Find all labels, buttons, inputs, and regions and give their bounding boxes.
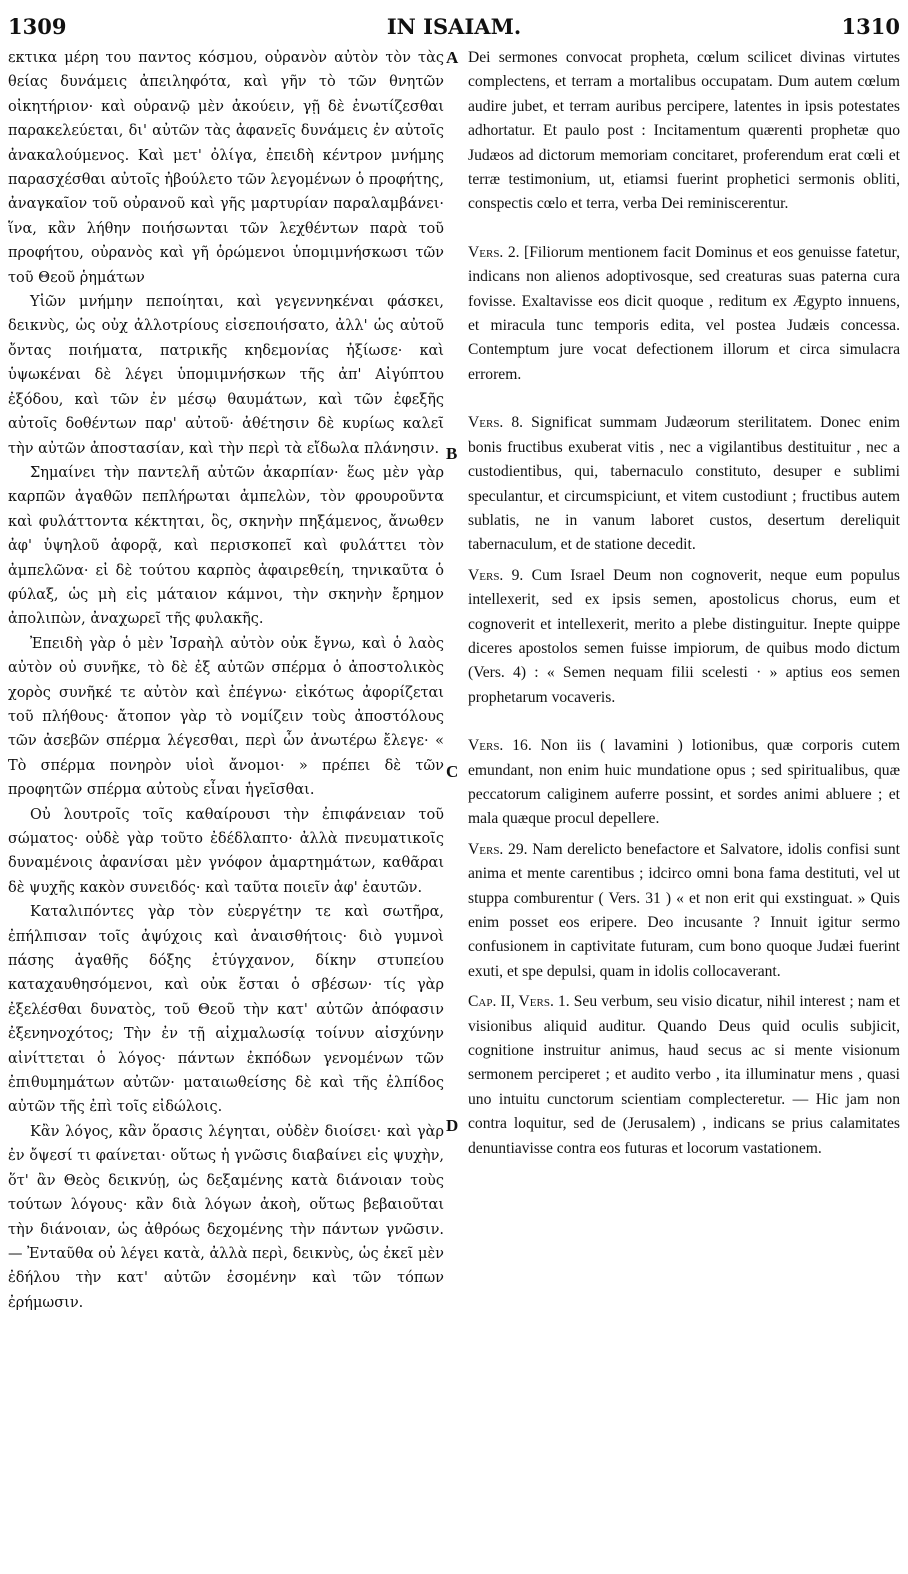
latin-text: Nam derelicto benefactore et Salvatore, idolis confisi sunt anima et mente carentibus ; idcirco omni bona fama destituti, vel ut stuppa comburentur ( Vers. 31 ) « et non erit qui exstinguat. » Quis enim posset eos eripere. Deo incusante ? Innuit igitur sermo confusionem in captivitate futuram, cum bono quoque Judæi fuerint exuti, et spe depulsi, quam in idolis collocaverant. — [468, 840, 900, 980]
greek-paragraph: Ἐπειδὴ γὰρ ὁ μὲν Ἰσραὴλ αὐτὸν οὐκ ἔγνω, καὶ ὁ λαὸς αὐτὸν οὐ συνῆκε, τὸ δὲ ἐξ αὐτῶν σπέρμα ὁ ἀποστολικὸς χορὸς συνῆκέ τε αὐτὸν καὶ ἐπέγνω· εἰκότως ἀφορίζεται τοῦ πλήθους· ἄτοπον γὰρ τὸ νομίζειν τοὺς ἀποστόλους τῶν ἀσεβῶν σπέρμα λέγεσθαι, περὶ ὧν ἀνωτέρω ἔλεγε· « Τὸ σπέρμα πονηρὸν υἱοὶ ἄνομοι· » πρέπει δὲ τῶν προφητῶν σπέρμα αὐτοὺς εἶναι ἡγεῖσθαι. — [8, 635, 444, 799]
greek-paragraph: Οὐ λουτροῖς τοῖς καθαίρουσι τὴν ἐπιφάνειαν τοῦ σώματος· οὐδὲ γὰρ τοῦτο ἐδέδλαπτο· ἀλλὰ πνευματικοῖς δυναμένοις ἀφανίσαι μὲν γνόφον ἁμαρτημάτων, καθᾶραι δὲ ψυχῆς κακὸν συνειδός· καὶ ταῦτα ποιεῖν ἀφ' ἑαυτῶν. — [8, 806, 444, 896]
latin-text: Non iis ( lavamini ) lotionibus, quæ corporis cutem emundant, non enim huic mundatione opus ; sed spiritualibus, quæ peccatorum caliginem auferre possint, et sordes animi abluere ; et mala quæque procul depellere. — [468, 737, 900, 828]
latin-paragraph — [468, 241, 900, 387]
latin-paragraph — [468, 46, 900, 217]
running-header — [8, 14, 900, 44]
left-page-number: 1309 — [8, 14, 67, 39]
greek-paragraph: Καταλιπόντες γὰρ τὸν εὐεργέτην τε καὶ σωτῆρα, ἐπήλπισαν τοῖς ἀψύχοις καὶ ἀναισθήτοις· διὸ γυμνοὶ πάσης ἀγαθῆς δόξης ἐτύγχανον, δίκην στυπείου καταχαυθησόμενοι, καὶ οὐκ ἔσται ὁ σβέσων· τίς γὰρ ἐξελέσθαι δυνατὸς, τοῦ Θεοῦ τὴν κατ' αὐτῶν ἀπόφασιν ἐξενηνοχότος; Τὴν ἐν τῇ αἰχμαλωσίᾳ τοίνυν αἰσχύνην αἰνίττεται ὁ λόγος· πάντων ἐκπόδων γενομένων τῶν ἐπιθυμημάτων αὐτῶν· ματαιωθείσης δὲ καὶ τῆς ἐλπίδος αὐτῶν τῆς ἐπὶ τοῖς εἰδώλοις. — [8, 904, 444, 1116]
latin-text: Significat summam Judæorum sterilitatem. Donec enim bonis fructibus exuberat vitis , nec a vigilantibus destituitur , nec a custodientibus, qui, tabernaculo constituto, desuper e sublimi speculantur, et circumspiciunt, et vitem custodiunt ; fructibus autem sublatis, ne in vanum laboret custos, desertum dereliquit tabernaculum, et de statione decedit. — [468, 414, 901, 554]
greek-paragraph: Υἱῶν μνήμην πεποίηται, καὶ γεγεννηκέναι φάσκει, δεικνὺς, ὡς οὐχ ἀλλοτρίους εἰσεποιήσατο, ἀλλ' ὡς αὐτοῦ ὄντας ποιήματα, πατρικῆς κηδεμονίας ἠξίωσε· καὶ ὑψωκέναι δὲ λέγει ὑπομιμνήσκων τῆς ἀπ' Αἰγύπτου ἐξόδου, καὶ τῶν ἐν μέσῳ θαυμάτων, καὶ τῶν ἐφεξῆς αὐτοῖς δοθέντων παρ' αὐτοῦ· ἀθέτησιν δὲ κυρίως καλεῖ τὴν αὐτῶν ἀποστασίαν, καὶ τὴν περὶ τὰ εἴδωλα πλάνησιν. — [8, 294, 444, 457]
latin-paragraph — [468, 990, 900, 1161]
verse-ref: Vers. 16. — [468, 737, 532, 755]
margin-marker-c: C — [446, 762, 459, 781]
latin-paragraph — [468, 838, 900, 984]
verse-ref: Vers. 8. — [468, 414, 524, 432]
running-title: IN ISAIAM. — [386, 14, 522, 39]
verse-ref: Vers. 2. — [468, 243, 520, 261]
verse-ref: Vers. 9. — [468, 566, 524, 584]
margin-marker-a: A — [446, 48, 459, 67]
greek-column — [8, 46, 444, 1315]
latin-text: Seu verbum, seu visio dicatur, nihil interest ; nam et visionibus aliquid auditur. Quando Deus quid oculis subjicit, cognitione instruitur animus, haud secus ac si mente visionum sermonem perciperet ; et audito verbo , ita illuminatur mens , quasi uno intuitu cunctorum scientiam complecteretur. — Hic jam non contra loquitur, sed de (Jerusalem) , indicans se prius calamitates denuntiavisse contra eos futuras et locorum vastationem. — [468, 993, 900, 1157]
latin-paragraph — [468, 564, 900, 710]
margin-marker-d: D — [446, 1116, 459, 1135]
latin-column — [468, 46, 900, 1161]
latin-text: Dei sermones convocat propheta, cœlum scilicet divinas virtutes complectens, et terram a mortalibus occupatam. Dum autem cœlum audire jubet, et terram auribus percipere, latentes in ipsis potestates adhortatur. Et paulo post : Incitamentum quærenti prophetæ quo Judæos ad dictorum memoriam concitaret, proferendum erat cœli et terræ testimonium, ut, etiamsi fuerint prophetici sermonis obliti, conspectis cœlo et terra, verba Dei reminiscerentur. — [468, 49, 900, 213]
latin-paragraph — [468, 411, 900, 557]
latin-text: Cum Israel Deum non cognoverit, neque eum populus intellexerit, sed ex ipsis semen, apostolicus chorus, eum et cognoverit et intellexerit, merito a plebe distinguitur. Inepte quippe diceres apostolos semen fuisse impiorum, de quibus modo dictum (Vers. 4) : « Semen nequam filii scelesti · » aptius eos semen prophetarum vocaveris. — [468, 566, 901, 706]
greek-paragraph: Σημαίνει τὴν παντελῆ αὐτῶν ἀκαρπίαν· ἕως μὲν γὰρ καρπῶν ἀγαθῶν πεπλήρωται ἀμπελὼν, τὸν φρουροῦντα καὶ φυλάττοντα κέκτηται, ὃς, σκηνὴν πηξάμενος, ἄνωθεν ἀφ' ὑψηλοῦ ἀφορᾷ, καὶ περισκοπεῖ καὶ φυλάττει τὸν ἀμπελῶνα· εἰ δὲ τούτου καρπὸς ἀφαιρεθείη, τηνικαῦτα ὁ φύλαξ, ὡς μὴ εἰς μάταιον κάμνοι, τὴν σκηνὴν ἔρημον ἀπολιπὼν, ἀναχωρεῖ τῆς φυλακῆς. — [8, 464, 444, 628]
margin-marker-b: B — [446, 444, 458, 463]
right-page-number: 1310 — [841, 14, 900, 39]
greek-paragraph: Κἂν λόγος, κἂν ὅρασις λέγηται, οὐδὲν διοίσει· καὶ γὰρ ἐν ὄψεσί τι φαίνεται· οὕτως ἡ γνῶσις διαβαίνει εἰς ψυχὴν, ὅτ' ἂν Θεὸς δεικνύῃ, ὡς δεξαμένης κατὰ διάνοιαν τοὺς τούτων λόγους· κἂν διὰ λόγων ἀκοὴ, οὕτως βεβαιοῦται τὴν διάνοιαν, ὡς ἀθρόως δεχομένης τὴν πάντων γνῶσιν. — Ἐνταῦθα οὐ λέγει κατὰ, ἀλλὰ περὶ, δεικνὺς, ὡς ἐκεῖ μὲν ἐδήλου τὴν κατ' αὐτῶν ἐσομένην καὶ τῶν τόπων ἐρήμωσιν. — [8, 1123, 444, 1311]
verse-ref: Cap. II, Vers. 1. — [468, 993, 570, 1011]
latin-paragraph — [468, 734, 900, 832]
greek-paragraph: εκτικα μέρη του παντος κόσμου, οὐρανὸν αὐτὸν τὸν τὰς θείας δυνάμεις ἀπειληφότα, καὶ γῆν τὸ τῶν θνητῶν οἰκητήριον· καὶ οὐρανῷ μὲν ἀκούειν, γῇ δὲ ἐνωτίζεσθαι παρακελεύεται, δι' αὐτῶν τὰς ἀφανεῖς δυνάμεις ἐν αὐτοῖς ἀνακαλούμενος. Καὶ μετ' ὀλίγα, ἐπειδὴ κέντρον μνήμης παρασχέσθαι αὐτοῖς ἠβούλετο τῶν λεγομένων ὁ προφήτης, ἀναγκαῖον τοῦ οὐρανοῦ καὶ γῆς μαρτυρίαν παραλαμβάνει· ἵνα, κἂν λήθην ποιήσωνται τῶν λεχθέντων παρὰ τοῦ προφήτου, οὐρανὸς καὶ γῆ ὁρώμενοι ὑπομιμνήσκωσι τῶν τοῦ Θεοῦ ῥημάτων — [8, 50, 444, 286]
latin-text: [Filiorum mentionem facit Dominus et eos genuisse fatetur, indicans non alienos adoptivosque, sed creaturas suas paterna cura fovisse. Exaltavisse eos dicit quoque , reditum ex Ægypto innuens, et miracula tunc temporis edita, vel postea Judæis concessa. Contemptum jure vocat defectionem illorum et circa simulacra errorem. — [468, 243, 900, 383]
verse-ref: Vers. 29. — [468, 840, 528, 858]
